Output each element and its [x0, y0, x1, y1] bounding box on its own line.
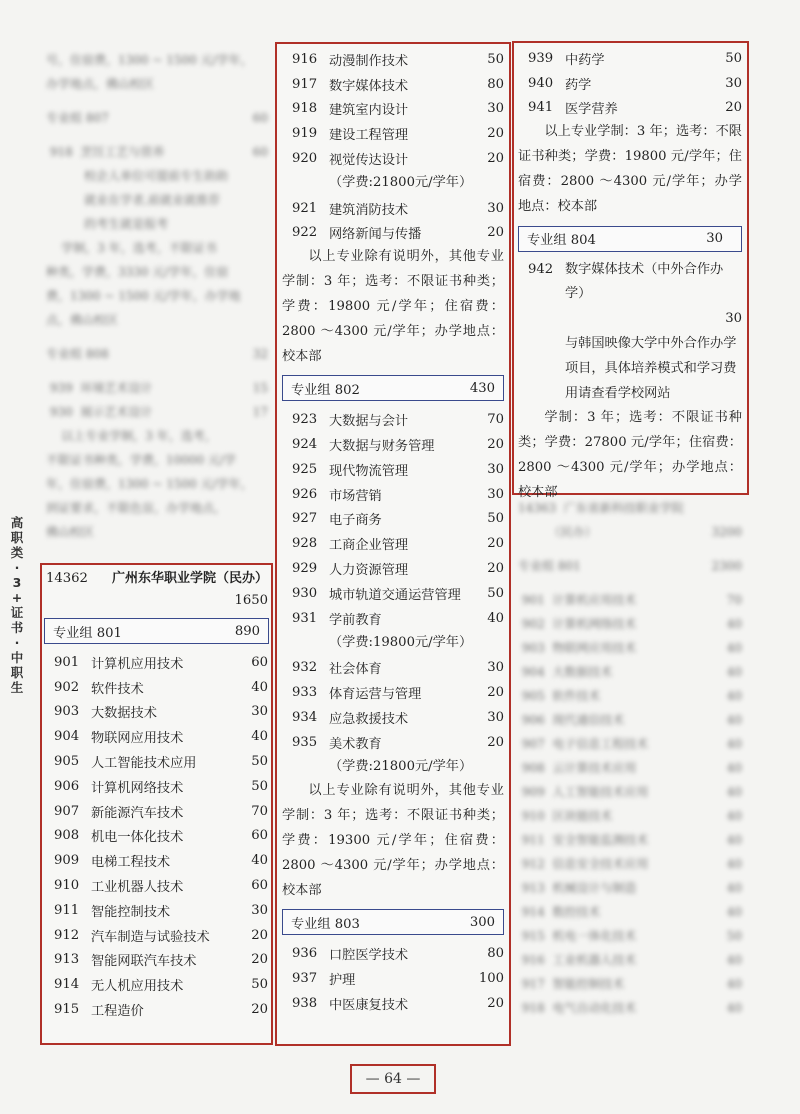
- major-code: 912: [54, 927, 80, 943]
- major-name: 新能源汽车技术: [91, 805, 184, 821]
- major-code: 936: [292, 946, 318, 962]
- major-name: 汽车制造与试验技术: [91, 929, 210, 945]
- major-quota: 30: [251, 704, 268, 720]
- major-quota: 20: [487, 685, 504, 701]
- group-803-terms: 以上专业学制：3 年；选考：不限证书种类；学费：19800 元/学年；住宿费：2800 ～4300 元/学年；办学地点：校本部: [518, 124, 742, 214]
- major-name: 护理: [329, 972, 356, 988]
- major-code: 937: [292, 970, 318, 986]
- major-quota: 80: [487, 76, 504, 92]
- major-quota: 50: [487, 51, 504, 67]
- major-row: [292, 581, 504, 606]
- major-quota: 20: [487, 126, 504, 142]
- major-name: 体育运营与管理: [329, 687, 422, 703]
- major-row: [54, 700, 268, 725]
- major-name: 电子商务: [329, 513, 382, 529]
- major-row: [54, 898, 268, 923]
- major-row: [292, 121, 504, 146]
- major-row: [292, 606, 504, 631]
- side-char: 生: [10, 680, 24, 695]
- tuition-note: （学费:21800元/学年）: [329, 174, 473, 190]
- side-char: 高: [10, 515, 24, 530]
- major-quota: 50: [725, 50, 742, 66]
- major-row: [54, 923, 268, 948]
- group-quota: 30: [706, 231, 723, 247]
- major-row: [292, 655, 504, 680]
- major-quota: 30: [487, 486, 504, 502]
- major-code: 933: [292, 685, 318, 701]
- major-row: [292, 196, 504, 221]
- major-name: 视觉传达设计: [329, 153, 409, 169]
- major-name: 物联网应用技术: [91, 731, 184, 747]
- side-char: 证: [10, 605, 24, 620]
- major-name: 机电一体化技术: [91, 830, 184, 846]
- major-code: 930: [292, 585, 318, 601]
- major-code: 906: [54, 778, 80, 794]
- major-quota: 20: [487, 151, 504, 167]
- group-label: 专业组 803: [291, 916, 360, 932]
- side-char: ·: [14, 635, 20, 650]
- major-name: 计算机网络技术: [91, 780, 184, 796]
- major-code: 907: [54, 803, 80, 819]
- major-quota: 20: [251, 952, 268, 968]
- major-code: 905: [54, 754, 80, 770]
- major-code: 934: [292, 709, 318, 725]
- group-label: 专业组 804: [527, 233, 596, 249]
- major-code: 938: [292, 995, 318, 1011]
- major-quota: 20: [487, 437, 504, 453]
- major-quota: 20: [487, 561, 504, 577]
- major-code: 923: [292, 412, 318, 428]
- page-number: — 64 —: [350, 1064, 436, 1094]
- major-row: [54, 848, 268, 873]
- major-code: 914: [54, 977, 80, 993]
- major-name: 人力资源管理: [329, 563, 409, 579]
- group-804-box: [518, 226, 742, 252]
- major-name: 人工智能技术应用: [91, 756, 197, 772]
- major-name: 计算机应用技术: [91, 656, 184, 672]
- major-quota: 100: [478, 970, 504, 986]
- major-code: 929: [292, 561, 318, 577]
- major-name: 中医康复技术: [329, 997, 409, 1013]
- major-row: [54, 873, 268, 898]
- group-quota: 890: [234, 623, 260, 639]
- major-row: [528, 96, 742, 121]
- major-name: 无人机应用技术: [91, 979, 184, 995]
- side-char: 类: [10, 545, 24, 560]
- major-code: 932: [292, 660, 318, 676]
- major-quota: 20: [487, 536, 504, 552]
- major-quota: 20: [251, 927, 268, 943]
- group-802-box: [282, 375, 504, 401]
- major-quota: 40: [487, 610, 504, 626]
- major-row: [54, 724, 268, 749]
- major-quota: 50: [251, 754, 268, 770]
- school-header: [46, 568, 268, 612]
- major-code: 925: [292, 461, 318, 477]
- side-char: ·: [14, 560, 20, 575]
- major-name: 建设工程管理: [329, 128, 409, 144]
- major-quota: 30: [725, 75, 742, 91]
- major-row: [292, 966, 504, 991]
- major-code: 901: [54, 654, 80, 670]
- major-row: [528, 71, 742, 96]
- major-code: 911: [54, 902, 80, 918]
- major-quota: 50: [487, 585, 504, 601]
- major-quota: 40: [251, 679, 268, 695]
- major-quota: 70: [487, 412, 504, 428]
- major-row: [292, 457, 504, 482]
- major-quota: 40: [251, 853, 268, 869]
- major-code: 902: [54, 679, 80, 695]
- group-803-box: [282, 909, 504, 935]
- major-row: [292, 146, 504, 171]
- major-code: 910: [54, 878, 80, 894]
- major-quota: 30: [487, 461, 504, 477]
- major-quota: 60: [251, 654, 268, 670]
- column-2: [282, 47, 504, 1016]
- major-code: 926: [292, 486, 318, 502]
- major-code: 942: [528, 261, 554, 277]
- major-name: 动漫制作技术: [329, 53, 409, 69]
- major-row: [292, 531, 504, 556]
- major-name: 数字媒体技术（中外合作办学）: [565, 261, 724, 302]
- major-row: [292, 680, 504, 705]
- major-name: 智能网联汽车技术: [91, 954, 197, 970]
- major-row: [292, 221, 504, 246]
- major-name: 大数据技术: [91, 706, 157, 722]
- cooperation-note: 与韩国映像大学中外合作办学项目，具体培养模式和学习费用请查看学校网站: [565, 335, 737, 401]
- major-name: 软件技术: [91, 681, 144, 697]
- group-quota: 300: [469, 914, 495, 930]
- major-code: 935: [292, 734, 318, 750]
- major-quota: 80: [487, 946, 504, 962]
- major-name: 智能控制技术: [91, 904, 171, 920]
- major-name: 工程造价: [91, 1004, 144, 1020]
- major-name: 社会体育: [329, 662, 382, 678]
- group-label: 专业组 802: [291, 382, 360, 398]
- group-802-terms: 以上专业除有说明外，其他专业学制：3 年；选考：不限证书种类；学费：19300 元/学年；住宿费：2800 ～4300 元/学年；办学地点：校本部: [282, 783, 504, 898]
- major-row: [528, 46, 742, 71]
- major-name: 大数据与会计: [329, 414, 409, 430]
- major-quota: 40: [251, 729, 268, 745]
- tuition-note: （学费:21800元/学年）: [329, 758, 473, 774]
- major-row: [54, 948, 268, 973]
- side-char: 3: [12, 575, 22, 590]
- major-code: 913: [54, 952, 80, 968]
- major-name: 应急救援技术: [329, 711, 409, 727]
- major-code: 941: [528, 100, 554, 116]
- major-row: [292, 432, 504, 457]
- major-name: 城市轨道交通运营管理: [329, 587, 461, 603]
- major-name: 建筑室内设计: [329, 103, 409, 119]
- major-quota: 30: [725, 311, 742, 327]
- major-name: 建筑消防技术: [329, 202, 409, 218]
- major-quota: 20: [251, 1002, 268, 1018]
- side-char: 职: [10, 530, 24, 545]
- major-name: 医学营养: [565, 102, 618, 118]
- major-row: [54, 774, 268, 799]
- major-code: 931: [292, 610, 318, 626]
- school-total-quota: 1650: [234, 593, 268, 608]
- major-row: [292, 941, 504, 966]
- major-quota: 20: [487, 995, 504, 1011]
- side-char: 职: [10, 665, 24, 680]
- major-name: 学前教育: [329, 612, 382, 628]
- major-quota: 30: [487, 101, 504, 117]
- major-row: [292, 705, 504, 730]
- major-code: 922: [292, 225, 318, 241]
- section-side-label: [9, 515, 25, 695]
- major-quota: 20: [487, 734, 504, 750]
- major-row: [54, 972, 268, 997]
- group-804-terms: 学制：3 年；选考：不限证书种类；学费：27800 元/学年；住宿费：2800 ～4300 元/学年；办学地点：校本部: [518, 410, 742, 500]
- group-801-terms: 以上专业除有说明外，其他专业学制：3 年；选考：不限证书种类；学费：19800 元/学年；住宿费：2800 ～4300 元/学年；办学地点：校本部: [282, 249, 504, 364]
- major-row: [292, 991, 504, 1016]
- major-quota: 30: [487, 709, 504, 725]
- major-code: 915: [54, 1002, 80, 1018]
- major-name: 数字媒体技术: [329, 78, 409, 94]
- major-code: 904: [54, 729, 80, 745]
- major-code: 940: [528, 75, 554, 91]
- major-quota: 60: [251, 878, 268, 894]
- major-quota: 70: [251, 803, 268, 819]
- group-801-box: [44, 618, 269, 644]
- side-char: +: [11, 590, 23, 605]
- major-code: 921: [292, 200, 318, 216]
- major-row: [292, 97, 504, 122]
- side-char: 书: [10, 620, 24, 635]
- major-row: [292, 507, 504, 532]
- major-name: 网络新闻与传播: [329, 227, 422, 243]
- major-quota: 50: [251, 977, 268, 993]
- major-name: 市场营销: [329, 488, 382, 504]
- major-name: 现代物流管理: [329, 463, 409, 479]
- major-row: [292, 730, 504, 755]
- major-name: 电梯工程技术: [91, 855, 171, 871]
- column-3: [518, 46, 742, 506]
- major-row: [54, 749, 268, 774]
- major-name: 药学: [565, 77, 592, 93]
- major-code: 939: [528, 50, 554, 66]
- major-list-801: [46, 650, 268, 1022]
- major-row: [54, 997, 268, 1022]
- major-code: 919: [292, 126, 318, 142]
- major-code: 903: [54, 704, 80, 720]
- major-row: [292, 47, 504, 72]
- major-name: 工业机器人技术: [91, 880, 184, 896]
- major-row: [292, 407, 504, 432]
- major-quota: 60: [251, 828, 268, 844]
- major-name: 工商企业管理: [329, 538, 409, 554]
- major-code: 918: [292, 101, 318, 117]
- major-code: 927: [292, 511, 318, 527]
- major-row: [54, 824, 268, 849]
- major-name: 口腔医学技术: [329, 948, 409, 964]
- major-quota: 50: [487, 511, 504, 527]
- major-row: [292, 556, 504, 581]
- major-code: 928: [292, 536, 318, 552]
- major-code: 909: [54, 853, 80, 869]
- major-code: 917: [292, 76, 318, 92]
- major-code: 908: [54, 828, 80, 844]
- major-row: [292, 72, 504, 97]
- school-code: 14362: [46, 571, 88, 586]
- major-code: 916: [292, 51, 318, 67]
- tuition-note: （学费:19800元/学年）: [329, 634, 473, 650]
- group-quota: 430: [469, 380, 495, 396]
- major-quota: 20: [487, 225, 504, 241]
- column-1: [46, 568, 268, 1022]
- major-quota: 50: [251, 778, 268, 794]
- group-label: 专业组 801: [53, 625, 122, 641]
- school-name: 广州东华职业学院（民办）: [111, 571, 268, 586]
- major-name: 大数据与财务管理: [329, 439, 435, 455]
- major-row: [292, 482, 504, 507]
- major-row: [54, 675, 268, 700]
- major-quota: 30: [251, 902, 268, 918]
- major-code: 924: [292, 437, 318, 453]
- major-name: 美术教育: [329, 736, 382, 752]
- major-quota: 20: [725, 100, 742, 116]
- side-char: 中: [10, 650, 24, 665]
- major-row: [54, 799, 268, 824]
- major-row: [54, 650, 268, 675]
- major-quota: 30: [487, 200, 504, 216]
- major-quota: 30: [487, 660, 504, 676]
- major-name: 中药学: [565, 52, 605, 68]
- major-code: 920: [292, 151, 318, 167]
